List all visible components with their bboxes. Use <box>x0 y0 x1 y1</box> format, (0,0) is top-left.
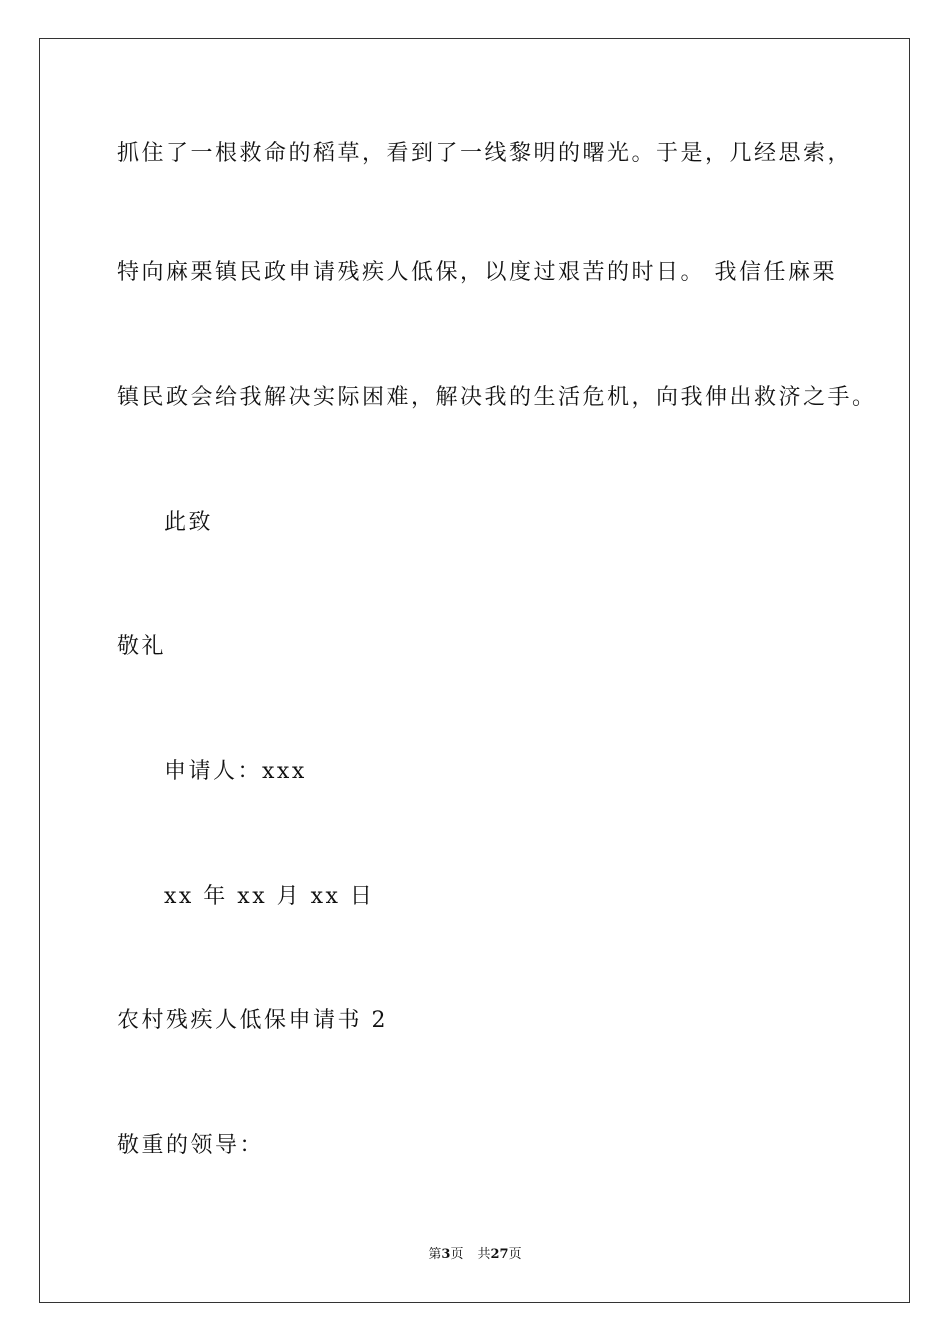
footer-total-pages: 27 <box>490 1247 509 1262</box>
closing-regards: 敬礼 <box>117 634 167 659</box>
page-footer <box>0 1246 950 1264</box>
footer-page-prefix: 第 <box>428 1247 442 1262</box>
body-line-3: 镇民政会给我解决实际困难，解决我的生活危机，向我伸出救济之手。 <box>117 385 877 410</box>
footer-total-prefix: 共 <box>477 1247 491 1262</box>
closing-salutation: 此致 <box>164 510 214 535</box>
body-line-1: 抓住了一根救命的稻草，看到了一线黎明的曙光。于是，几经思索， <box>117 141 853 166</box>
applicant-signature: 申请人：xxx <box>164 759 307 784</box>
footer-page-number: 3 <box>441 1247 451 1262</box>
footer-total-suffix: 页 <box>508 1247 522 1262</box>
section-title: 农村残疾人低保申请书 2 <box>117 1008 388 1033</box>
page-border <box>39 38 910 1303</box>
greeting: 敬重的领导： <box>117 1133 265 1158</box>
signature-date: xx 年 xx 月 xx 日 <box>164 884 375 909</box>
footer-page-suffix: 页 <box>450 1247 464 1262</box>
body-line-2: 特向麻栗镇民政申请残疾人低保，以度过艰苦的时日。 我信任麻栗 <box>117 260 837 285</box>
